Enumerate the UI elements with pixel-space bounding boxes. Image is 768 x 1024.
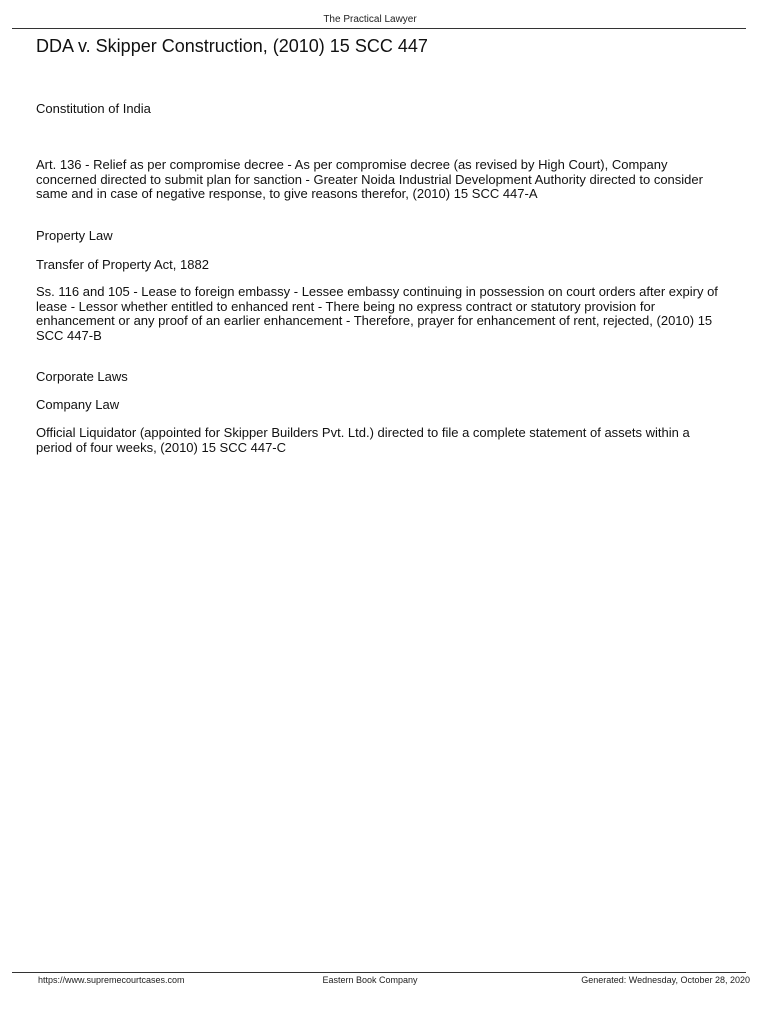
footer-rule xyxy=(12,972,746,973)
subheading-transfer-of-property-act: Transfer of Property Act, 1882 xyxy=(36,257,209,272)
footer-generated-date: Generated: Wednesday, October 28, 2020 xyxy=(581,975,750,985)
subheading-company-law: Company Law xyxy=(36,397,120,412)
case-title: DDA v. Skipper Construction, (2010) 15 SCC 447 xyxy=(36,36,428,56)
section-heading-constitution: Constitution of India xyxy=(36,101,151,116)
section-heading-corporate-laws: Corporate Laws xyxy=(36,369,128,384)
footer-url: https://www.supremecourtcases.com xyxy=(38,975,185,985)
headnote-a: Art. 136 - Relief as per compromise decree - As per compromise decree (as revised by High Court), Company concerned directed to submit plan for sanction - Greater Noida Industrial Development Authority directed to consider same and in case of negative response, to give reasons therefor, (2010) 15 SCC 447-A xyxy=(36,157,703,201)
running-header: The Practical Lawyer xyxy=(323,14,417,25)
headnote-c: Official Liquidator (appointed for Skipper Builders Pvt. Ltd.) directed to file a complete statement of assets within a period of four weeks, (2010) 15 SCC 447-C xyxy=(36,425,690,455)
header-rule xyxy=(12,28,746,29)
headnote-b: Ss. 116 and 105 - Lease to foreign embassy - Lessee embassy continuing in possession on court orders after expiry of lease - Lessor whether entitled to enhanced rent - There being no express contract or statutory provision for enhancement or any proof of an earlier enhancement - Therefore, prayer for enhancement of rent, rejected, (2010) 15 SCC 447-B xyxy=(36,284,718,343)
section-heading-property-law: Property Law xyxy=(36,228,113,243)
footer-publisher: Eastern Book Company xyxy=(322,975,418,985)
